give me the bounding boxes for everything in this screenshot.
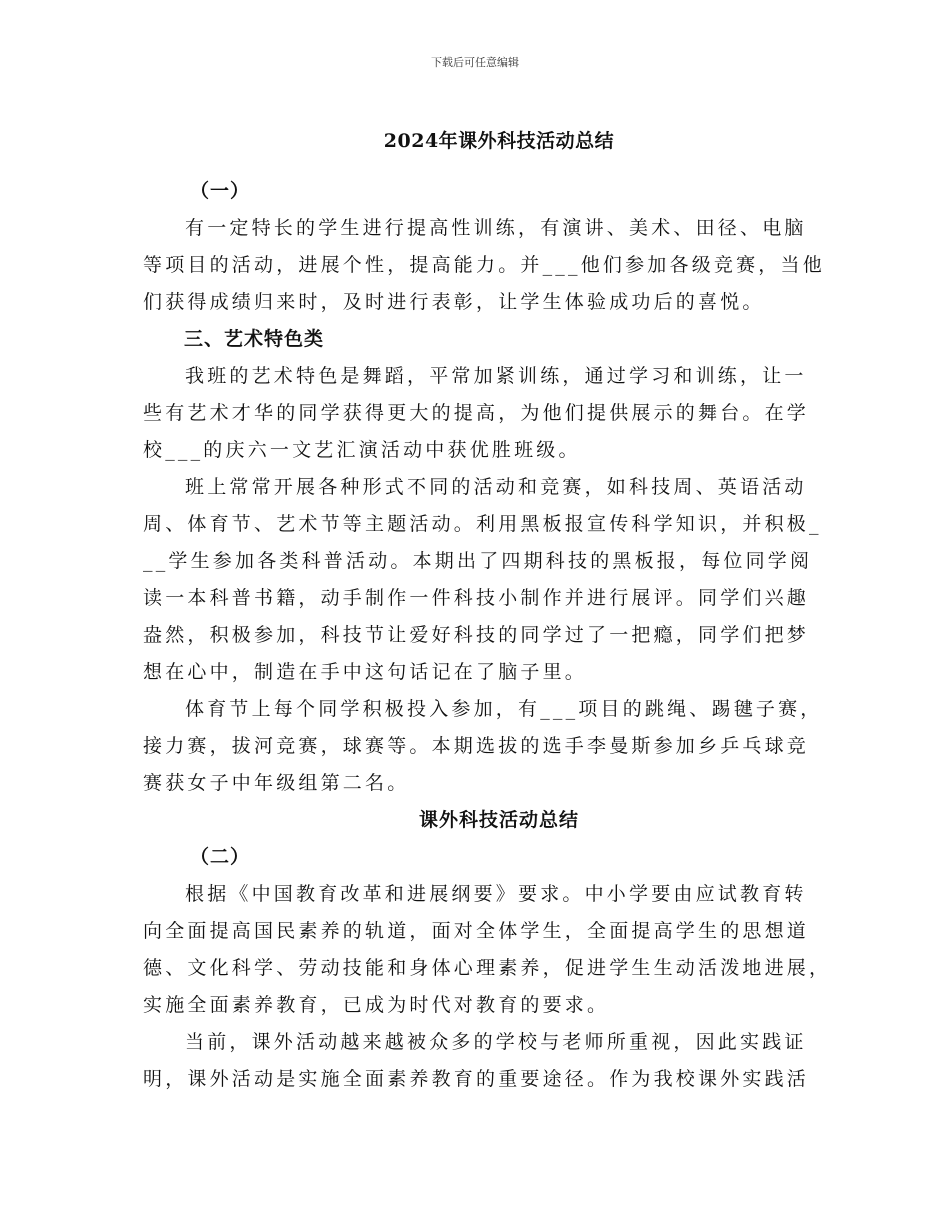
paragraph-line: 明，课外活动是实施全面素养教育的重要途径。作为我校课外实践活 [143,1068,810,1090]
section-heading-two: （二） [190,846,251,868]
section-heading-one: （一） [190,180,251,202]
paragraph-line: 赛获女子中年级组第二名。 [143,772,410,794]
paragraph-line: 周、体育节、艺术节等主题活动。利用黑板报宣传科学知识，并积极_ [143,513,822,535]
paragraph-line: 盎然，积极参加，科技节让爱好科技的同学过了一把瘾，同学们把梦 [143,624,810,646]
paragraph-line: 等项目的活动，进展个性，提高能力。并___他们参加各级竞赛，当他 [143,254,825,276]
paragraph-line: 德、文化科学、劳动技能和身体心理素养，促进学生生动活泼地进展， [143,957,832,979]
paragraph-line: 有一定特长的学生进行提高性训练，有演讲、美术、田径、电脑 [185,217,807,239]
paragraph-line: 根据《中国教育改革和进展纲要》要求。中小学要由应试教育转 [185,883,807,905]
paragraph-line: 体育节上每个同学积极投入参加，有___项目的跳绳、踢毽子赛， [185,698,823,720]
paragraph-line: 们获得成绩归来时，及时进行表彰，让学生体验成功后的喜悦。 [143,291,765,313]
section-heading-art: 三、艺术特色类 [184,328,325,350]
section-subtitle: 课外科技活动总结 [418,809,579,831]
paragraph-line: 想在心中，制造在手中这句话记在了脑子里。 [143,661,588,683]
paragraph-line: 班上常常开展各种形式不同的活动和竞赛，如科技周、英语活动 [185,476,807,498]
header-note: 下载后可任意编辑 [431,56,519,69]
paragraph-line: 些有艺术才华的同学获得更大的提高，为他们提供展示的舞台。在学 [143,402,810,424]
paragraph-line: __学生参加各类科普活动。本期出了四期科技的黑板报，每位同学阅 [143,550,813,572]
paragraph-line: 接力赛，拔河竞赛，球赛等。本期选拔的选手李曼斯参加乡乒乓球竞 [143,735,810,757]
paragraph-line: 我班的艺术特色是舞蹈，平常加紧训练，通过学习和训练，让一 [185,365,807,387]
paragraph-line: 校___的庆六一文艺汇演活动中获优胜班级。 [143,439,581,461]
document-title: 2024年课外科技活动总结 [383,130,615,152]
paragraph-line: 向全面提高国民素养的轨道，面对全体学生，全面提高学生的思想道 [143,920,810,942]
paragraph-line: 读一本科普书籍，动手制作一件科技小制作并进行展评。同学们兴趣 [143,587,810,609]
paragraph-line: 当前，课外活动越来越被众多的学校与老师所重视，因此实践证 [185,1031,807,1053]
paragraph-line: 实施全面素养教育，已成为时代对教育的要求。 [143,994,610,1016]
